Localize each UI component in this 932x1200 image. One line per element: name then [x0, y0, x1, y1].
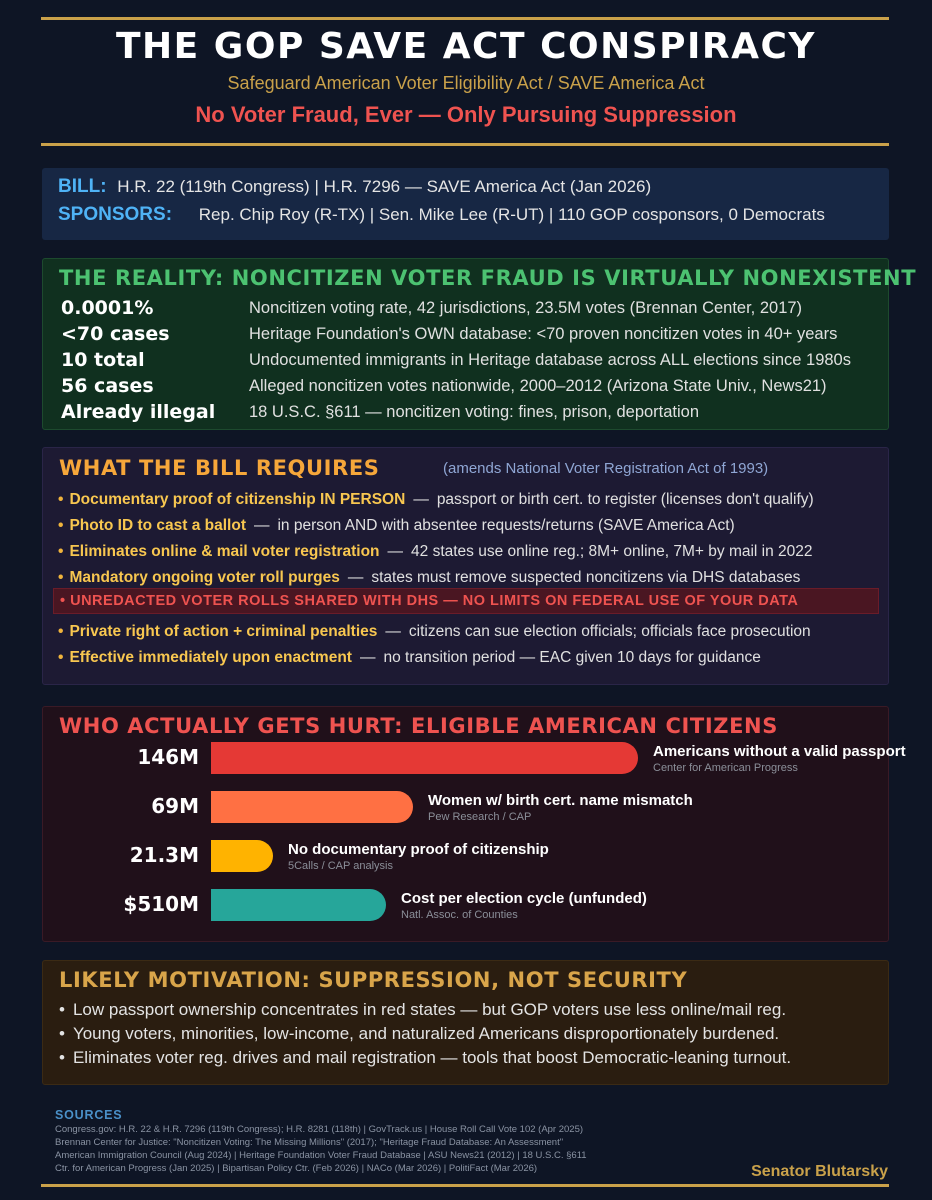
motivation-heading: LIKELY MOTIVATION: SUPPRESSION, NOT SECURITY — [59, 968, 688, 992]
stat-row — [61, 401, 891, 427]
bar-source-label: Natl. Assoc. of Counties — [401, 909, 518, 921]
requirements-panel — [42, 447, 889, 685]
bullet-icon: • — [58, 543, 64, 560]
impact-chart-panel — [42, 706, 906, 942]
sponsors-line — [58, 204, 825, 226]
bar-no-proof — [211, 840, 273, 872]
page-tagline: No Voter Fraud, Ever — Only Pursuing Suppression — [195, 102, 737, 127]
source-line: American Immigration Council (Aug 2024) | Heritage Foundation Voter Fraud Database | ASU News21 (2012) | 18 U.S.C. §611 — [55, 1150, 587, 1161]
bullet-icon: • — [58, 649, 64, 666]
reality-heading: THE REALITY: NONCITIZEN VOTER FRAUD IS VIRTUALLY NONEXISTENT — [59, 266, 917, 290]
bar-category-label: No documentary proof of citizenship — [288, 841, 549, 858]
stat-value: 0.0001% — [61, 297, 154, 319]
requirement-lead: Photo ID to cast a ballot — [69, 517, 246, 534]
stat-row — [61, 323, 891, 349]
data-sharing-alert — [53, 588, 879, 614]
sponsors-label: SPONSORS: — [58, 204, 173, 225]
bar-source-label: Pew Research / CAP — [428, 811, 532, 823]
bar-value-label: 21.3M — [129, 843, 199, 867]
bottom-divider — [41, 1184, 889, 1187]
requirement-lead: Private right of action + criminal penalties — [69, 623, 378, 640]
requirement-lead: Documentary proof of citizenship IN PERSON — [69, 491, 406, 508]
bar-value-label: 146M — [137, 745, 199, 769]
motivation-text: Low passport ownership concentrates in red states — but GOP voters use less online/mail reg. — [72, 1000, 787, 1019]
requirement-lead: Effective immediately upon enactment — [69, 649, 352, 666]
stat-value: 56 cases — [61, 375, 154, 397]
dash-separator: — — [253, 517, 270, 534]
dash-separator: — — [387, 543, 404, 560]
requirement-item — [58, 517, 878, 541]
bar-value-label: 69M — [151, 794, 199, 818]
top-divider — [41, 17, 889, 20]
motivation-item — [59, 1048, 791, 1068]
dash-separator: — — [359, 649, 376, 666]
bullet-icon: • — [58, 569, 64, 586]
requirement-item — [58, 543, 878, 567]
bar-cost — [211, 889, 386, 921]
stat-description: 18 U.S.C. §611 — noncitizen voting: fines, prison, deportation — [249, 403, 700, 421]
requirement-item — [58, 491, 878, 515]
requirement-lead: Eliminates online & mail voter registration — [69, 543, 380, 560]
page-subtitle: Safeguard American Voter Eligibility Act / SAVE America Act — [227, 73, 705, 93]
bar-value-label: $510M — [123, 892, 199, 916]
requirements-note: (amends National Voter Registration Act of 1993) — [443, 460, 769, 477]
bar-passport — [211, 742, 638, 774]
header-divider — [41, 143, 889, 146]
bar-category-label: Americans without a valid passport — [653, 743, 906, 760]
page-title: THE GOP SAVE ACT CONSPIRACY — [115, 26, 816, 67]
motivation-text: Eliminates voter reg. drives and mail registration — tools that boost Democratic-leaning turnout. — [72, 1048, 792, 1067]
requirement-detail: citizens can sue election officials; officials face prosecution — [408, 623, 811, 640]
motivation-item — [59, 1024, 779, 1044]
motivation-text: Young voters, minorities, low-income, and naturalized Americans disproportionately burdened. — [72, 1024, 780, 1043]
requirement-item — [58, 649, 878, 673]
stat-description: Alleged noncitizen votes nationwide, 2000–2012 (Arizona State Univ., News21) — [249, 377, 827, 395]
dash-separator: — — [347, 569, 364, 586]
impact-heading: WHO ACTUALLY GETS HURT: ELIGIBLE AMERICAN CITIZENS — [59, 714, 778, 738]
requirements-heading: WHAT THE BILL REQUIRES — [59, 456, 380, 480]
bill-label: BILL: — [58, 176, 107, 197]
bill-panel — [42, 168, 889, 240]
source-line: Ctr. for American Progress (Jan 2025) | Bipartisan Policy Ctr. (Feb 2026) | NACo (Mar 2026) | PolitiFact (Mar 2026) — [55, 1163, 538, 1174]
source-line: Brennan Center for Justice: "Noncitizen Voting: The Missing Millions" (2017); "Heritage Fraud Database: An Assessment" — [55, 1137, 564, 1148]
stat-row — [61, 375, 891, 401]
stat-description: Heritage Foundation's OWN database: <70 proven noncitizen votes in 40+ years — [249, 325, 838, 343]
reality-panel — [42, 258, 917, 430]
bullet-icon: • — [58, 517, 64, 534]
bar-source-label: 5Calls / CAP analysis — [288, 860, 393, 872]
dash-separator: — — [413, 491, 429, 508]
stat-row — [61, 297, 891, 323]
alert-text: • UNREDACTED VOTER ROLLS SHARED WITH DHS — NO LIMITS ON FEDERAL USE OF YOUR DATA — [60, 593, 799, 609]
bar-category-label: Cost per election cycle (unfunded) — [401, 890, 647, 907]
bullet-icon: • — [58, 623, 64, 640]
bill-line — [58, 176, 651, 198]
bullet-icon: • — [59, 1024, 65, 1043]
bullet-icon: • — [59, 1000, 65, 1019]
requirement-lead: Mandatory ongoing voter roll purges — [69, 569, 340, 586]
sponsors-text: Rep. Chip Roy (R-TX) | Sen. Mike Lee (R-UT) | 110 GOP cosponsors, 0 Democrats — [198, 205, 825, 224]
requirement-detail: no transition period — EAC given 10 days for guidance — [383, 649, 761, 666]
stat-value: Already illegal — [61, 401, 216, 423]
author-signature: Senator Blutarsky — [751, 1163, 888, 1180]
bullet-icon: • — [58, 491, 64, 508]
requirement-item — [58, 623, 878, 647]
stat-description: Undocumented immigrants in Heritage database across ALL elections since 1980s — [249, 351, 851, 369]
requirement-detail: in person AND with absentee requests/returns (SAVE America Act) — [277, 517, 735, 534]
requirement-detail: states must remove suspected noncitizens via DHS databases — [371, 569, 801, 586]
requirement-detail: passport or birth cert. to register (licenses don't qualify) — [436, 491, 814, 508]
stat-description: Noncitizen voting rate, 42 jurisdictions, 23.5M votes (Brennan Center, 2017) — [249, 299, 803, 317]
bullet-icon: • — [59, 1048, 65, 1067]
bill-text: H.R. 22 (119th Congress) | H.R. 7296 — SAVE America Act (Jan 2026) — [117, 177, 652, 196]
stat-value: <70 cases — [61, 323, 170, 345]
stat-row — [61, 349, 891, 375]
source-line: Congress.gov: H.R. 22 & H.R. 7296 (119th Congress); H.R. 8281 (118th) | GovTrack.us | House Roll Call Vote 102 (Apr 2025) — [55, 1124, 584, 1135]
motivation-item — [59, 1000, 786, 1020]
stat-value: 10 total — [61, 349, 145, 371]
bar-category-label: Women w/ birth cert. name mismatch — [428, 792, 693, 809]
sources-heading: SOURCES — [55, 1108, 123, 1122]
dash-separator: — — [385, 623, 401, 640]
bar-name-mismatch — [211, 791, 413, 823]
bar-source-label: Center for American Progress — [653, 762, 798, 774]
requirement-detail: 42 states use online reg.; 8M+ online, 7M+ by mail in 2022 — [411, 543, 813, 560]
motivation-panel — [42, 960, 889, 1085]
